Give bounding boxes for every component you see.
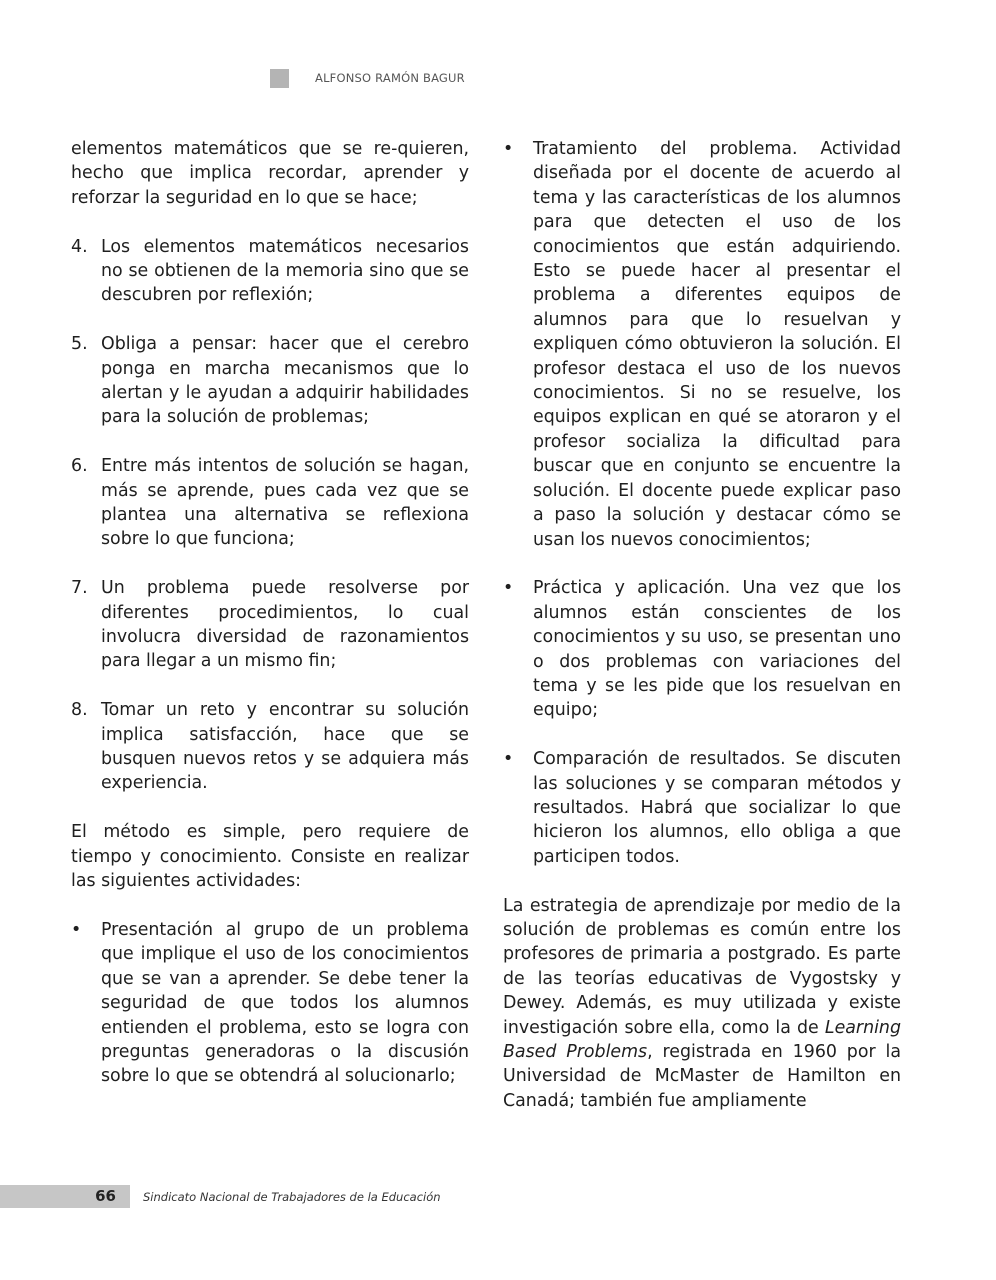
footer-organization: Sindicato Nacional de Trabajadores de la Educación (143, 1189, 441, 1204)
bullet-marker: • (503, 749, 514, 770)
list-continuation: elementos matemáticos que se re-quieren, hecho que implica recordar, aprender y reforzar la seguridad en lo que se hace; (71, 139, 469, 208)
bullet-marker: • (503, 578, 514, 599)
list-marker: 6. (71, 456, 88, 477)
body-paragraph (503, 894, 901, 1114)
list-item-text: Un problema puede resolverse por diferentes procedimientos, lo cual involucra diversidad de razonamientos para llegar a un mismo fin; (101, 578, 469, 672)
bullet-item-presentacion (71, 918, 469, 1089)
italic-title: Learning Based Problems (503, 1017, 901, 1062)
running-header (270, 68, 465, 88)
bullet-item-text: Comparación de resultados. Se discuten las soluciones y se comparan métodos y resultados. Habrá que socializar lo que hicieron los alumnos, ello obliga a que participen todos. (533, 749, 901, 867)
list-item-7 (71, 576, 469, 674)
list-marker: 7. (71, 578, 88, 599)
bullet-item-text: Presentación al grupo de un problema que implique el uso de los conocimientos que se van a aprender. Se debe tener la seguridad de que todos los alumnos entienden el problema, esto se logra con preguntas generadoras o la discusión sobre lo que se obtendrá al solucionarlo; (101, 919, 469, 1087)
list-item-text: Entre más intentos de solución se hagan, más se aprende, pues cada vez que se plantea una alternativa se reflexiona sobre lo que funciona; (101, 456, 469, 550)
list-item-8 (71, 698, 469, 796)
list-item-6 (71, 454, 469, 552)
list-item-5 (71, 332, 469, 430)
bullet-marker: • (71, 919, 82, 940)
list-marker: 8. (71, 700, 88, 721)
list-item-text: Los elementos matemáticos necesarios no se obtienen de la memoria sino que se descubren por reflexión; (101, 236, 469, 306)
body-paragraph: El método es simple, pero requiere de tiempo y conocimiento. Consiste en realizar las siguientes actividades: (71, 822, 469, 892)
bullet-marker: • (503, 139, 514, 159)
left-column (71, 137, 469, 1113)
bullet-item-practica (503, 576, 901, 722)
page-footer (0, 1185, 441, 1208)
list-item-text: Tomar un reto y encontrar su solución implica satisfacción, hace que se busquen nuevos retos y se adquiera más experiencia. (101, 700, 469, 794)
page-number: 66 (95, 1187, 116, 1205)
right-column (503, 137, 901, 1138)
list-item-4 (71, 235, 469, 308)
header-square-mark (270, 69, 289, 88)
list-marker: 5. (71, 334, 88, 355)
paragraph-text: La estrategia de aprendizaje por medio de la solución de problemas es común entre los profesores de primaria a postgrado. Es parte de las teorías educativas de Vygostsky y Dewey. Además, es muy utilizada y existe investigación sobre ella, como la de (503, 895, 901, 1038)
header-author: ALFONSO RAMÓN BAGUR (315, 71, 465, 85)
bullet-item-tratamiento (503, 137, 901, 552)
bullet-item-text: Tratamiento del problema. Actividad diseñada por el docente de acuerdo al tema y las características de los alumnos para que detecten el uso de los conocimientos que están adquiriendo. Esto se puede hacer al presentar el problema a diferentes equipos de alumnos para que lo resuelvan y expliquen cómo obtuvieron la solución. El profesor destaca el uso de los nuevos conocimientos. Si no se resuelve, los equipos explican en qué se atoraron y el profesor socializa la dificultad para buscar que en conjunto se encuentre la solución. El docente puede explicar paso a paso la solución y destacar cómo se usan los nuevos conocimientos; (533, 139, 901, 550)
bullet-item-comparacion (503, 747, 901, 869)
bullet-item-text: Práctica y aplicación. Una vez que los alumnos están conscientes de los conocimientos y su uso, se presentan uno o dos problemas con variaciones del tema y se les pide que los resuelvan en equipo; (533, 578, 901, 721)
list-item-text: Obliga a pensar: hacer que el cerebro ponga en marcha mecanismos que lo alertan y le ayudan a adquirir habilidades para la solución de problemas; (101, 334, 469, 428)
footer-bar (0, 1185, 130, 1208)
list-marker: 4. (71, 236, 88, 257)
paragraph-text: , registrada en 1960 por la Universidad de McMaster de Hamilton en Canadá; también fue ampliamente (503, 1041, 901, 1111)
